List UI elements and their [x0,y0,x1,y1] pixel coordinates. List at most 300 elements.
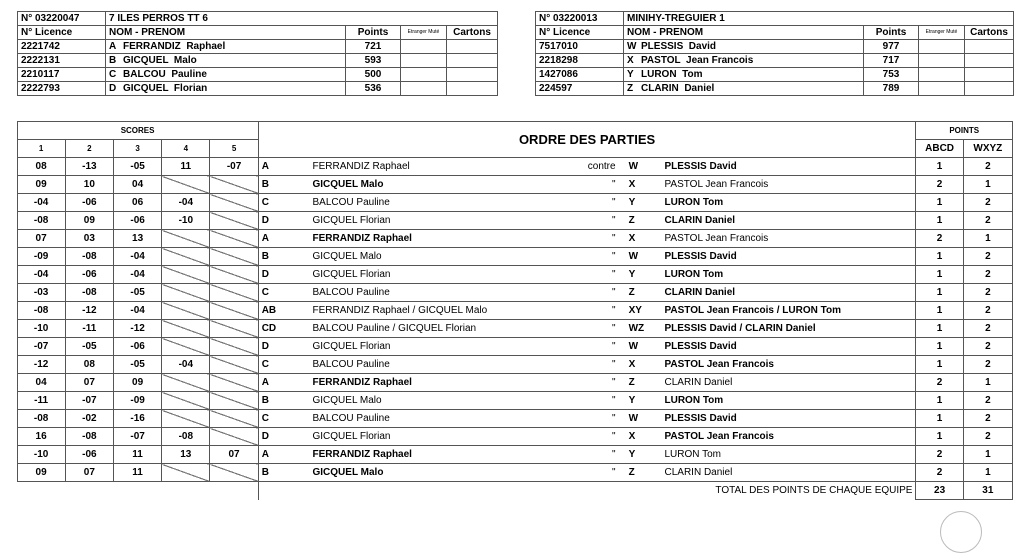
wxyz-header: WXYZ [963,140,1012,158]
player-b-letter: X [626,176,662,194]
player-a-letter: A [258,374,309,392]
versus-label: contre [543,158,625,176]
set-2-score: 03 [65,230,113,248]
player-b-name: PASTOL Jean Francois [661,356,916,374]
player-b-name: CLARIN Daniel [661,284,916,302]
points-abcd: 1 [916,302,963,320]
set-5-score [210,428,258,446]
player-a-name: BALCOU Pauline [310,410,544,428]
player-b-name: PASTOL Jean Francois / LURON Tom [661,302,916,320]
versus-label: " [543,338,625,356]
player-a-name: BALCOU Pauline [310,284,544,302]
set-2-score: -08 [65,284,113,302]
player-row [18,68,498,82]
set-2-score: 08 [65,356,113,374]
player-letter: Z [627,83,634,94]
points-wxyz: 2 [963,338,1012,356]
set-3-score: 11 [113,446,161,464]
set-2-score: 07 [65,374,113,392]
versus-label: " [543,176,625,194]
player-licence: 1427086 [536,68,624,82]
nom-prenom-header: NOM - PRENOM [106,26,346,40]
game-row [17,230,1013,248]
player-b-name: CLARIN Daniel [661,212,916,230]
player-letter: C [109,69,117,80]
game-row [17,212,1013,230]
player-licence: 2222793 [18,82,106,96]
set-1-score: -07 [17,338,65,356]
player-a-name: GICQUEL Florian [310,212,544,230]
points-abcd: 2 [916,464,963,482]
player-licence: 224597 [536,82,624,96]
set-2-score: -06 [65,194,113,212]
player-b-name: PASTOL Jean Francois [661,230,916,248]
player-b-letter: Y [626,266,662,284]
player-name: BALCOU Pauline [123,69,207,80]
player-b-name: PLESSIS David [661,248,916,266]
points-abcd: 2 [916,446,963,464]
set-5-score [210,212,258,230]
set-5-score: 07 [210,446,258,464]
player-b-name: PASTOL Jean Francois [661,176,916,194]
set-5-score [210,266,258,284]
set-5-header: 5 [210,140,258,158]
set-2-score: -05 [65,338,113,356]
set-3-score: 11 [113,464,161,482]
player-a-letter: D [258,266,309,284]
game-row [17,356,1013,374]
licence-header: N° Licence [18,26,106,40]
game-row [17,338,1013,356]
set-1-score: -04 [17,194,65,212]
player-name-cell [106,68,346,82]
player-etranger [919,40,965,54]
player-b-name: PLESSIS David [661,158,916,176]
player-b-name: CLARIN Daniel [661,464,916,482]
player-a-letter: D [258,212,309,230]
set-4-score: -08 [162,428,210,446]
versus-label: " [543,374,625,392]
set-5-score [210,302,258,320]
set-1-score: -12 [17,356,65,374]
set-2-score: -08 [65,428,113,446]
points-wxyz: 1 [963,446,1012,464]
set-4-score: -10 [162,212,210,230]
abcd-header: ABCD [916,140,963,158]
set-3-score: -09 [113,392,161,410]
set-2-score: 07 [65,464,113,482]
set-1-score: -09 [17,248,65,266]
versus-label: " [543,464,625,482]
player-name: PLESSIS David [641,41,717,52]
player-b-letter: W [626,338,662,356]
player-b-name: PASTOL Jean Francois [661,428,916,446]
set-1-score: -08 [17,302,65,320]
points-wxyz: 1 [963,374,1012,392]
total-spacer [17,482,258,500]
set-3-header: 3 [113,140,161,158]
set-4-score [162,392,210,410]
player-a-letter: A [258,230,309,248]
player-etranger [401,40,447,54]
total-label: TOTAL DES POINTS DE CHAQUE EQUIPE [258,482,916,500]
set-3-score: 09 [113,374,161,392]
player-points: 500 [346,68,401,82]
versus-label: " [543,248,625,266]
player-cartons [447,82,498,96]
player-etranger [401,68,447,82]
player-b-name: PLESSIS David / CLARIN Daniel [661,320,916,338]
player-a-letter: D [258,428,309,446]
total-wxyz: 31 [963,482,1012,500]
player-name: GICQUEL Florian [123,83,208,94]
set-1-score: 09 [17,176,65,194]
player-etranger [919,68,965,82]
set-1-score: -03 [17,284,65,302]
player-points: 717 [864,54,919,68]
player-name: PASTOL Jean Francois [641,55,754,66]
player-points: 721 [346,40,401,54]
player-a-name: BALCOU Pauline [310,194,544,212]
set-1-score: 08 [17,158,65,176]
cartons-header: Cartons [965,26,1014,40]
player-etranger [401,82,447,96]
player-b-name: LURON Tom [661,266,916,284]
set-4-score: 13 [162,446,210,464]
player-b-letter: Y [626,446,662,464]
player-a-name: GICQUEL Malo [310,392,544,410]
set-3-score: 06 [113,194,161,212]
player-letter: Y [627,69,634,80]
player-cartons [965,54,1014,68]
game-row [17,410,1013,428]
player-points: 789 [864,82,919,96]
player-row [536,40,1014,54]
points-abcd: 1 [916,338,963,356]
points-abcd: 1 [916,284,963,302]
player-b-letter: Z [626,212,662,230]
licence-header: N° Licence [536,26,624,40]
set-4-score [162,266,210,284]
player-a-name: GICQUEL Florian [310,266,544,284]
player-licence: 2210117 [18,68,106,82]
points-wxyz: 1 [963,176,1012,194]
versus-label: " [543,230,625,248]
player-etranger [919,54,965,68]
etranger-mute-header: Etranger Muté [401,26,447,40]
player-b-letter: Z [626,464,662,482]
points-abcd: 2 [916,230,963,248]
game-row [17,194,1013,212]
player-b-letter: X [626,230,662,248]
versus-label: " [543,410,625,428]
points-abcd: 1 [916,428,963,446]
player-name-cell [106,82,346,96]
player-b-letter: Z [626,284,662,302]
points-wxyz: 2 [963,320,1012,338]
set-4-score: -04 [162,356,210,374]
player-licence: 2221742 [18,40,106,54]
set-4-score [162,302,210,320]
points-abcd: 1 [916,194,963,212]
total-abcd: 23 [916,482,963,500]
versus-label: " [543,356,625,374]
set-1-score: 04 [17,374,65,392]
player-etranger [919,82,965,96]
player-letter: A [109,41,117,52]
player-a-name: FERRANDIZ Raphael [310,158,544,176]
player-a-name: FERRANDIZ Raphael [310,230,544,248]
player-b-letter: W [626,410,662,428]
player-name-cell [624,68,864,82]
set-4-score [162,284,210,302]
set-1-score: -10 [17,446,65,464]
set-3-score: -04 [113,302,161,320]
player-a-letter: A [258,446,309,464]
player-cartons [965,68,1014,82]
set-2-score: -02 [65,410,113,428]
player-b-letter: X [626,356,662,374]
player-letter: D [109,83,117,94]
game-row [17,158,1013,176]
set-1-score: 07 [17,230,65,248]
player-points: 593 [346,54,401,68]
player-a-letter: AB [258,302,309,320]
set-4-score: -04 [162,194,210,212]
player-b-name: PLESSIS David [661,410,916,428]
set-4-score [162,374,210,392]
team-a-roster [17,11,498,96]
points-header: POINTS [916,122,1013,140]
player-name-cell [624,40,864,54]
player-cartons [965,40,1014,54]
points-abcd: 1 [916,356,963,374]
player-b-letter: W [626,248,662,266]
set-5-score [210,464,258,482]
set-3-score: -04 [113,248,161,266]
set-1-score: 09 [17,464,65,482]
player-row [18,54,498,68]
game-row [17,392,1013,410]
points-abcd: 2 [916,374,963,392]
player-cartons [447,40,498,54]
set-2-header: 2 [65,140,113,158]
game-row [17,248,1013,266]
player-b-name: PLESSIS David [661,338,916,356]
player-b-name: LURON Tom [661,446,916,464]
player-b-letter: Y [626,392,662,410]
set-4-score [162,230,210,248]
set-1-score: -04 [17,266,65,284]
set-1-header: 1 [17,140,65,158]
games-table [17,121,1013,500]
etranger-mute-header: Etranger Muté [919,26,965,40]
points-abcd: 1 [916,266,963,284]
player-a-name: FERRANDIZ Raphael [310,446,544,464]
set-1-score: -11 [17,392,65,410]
team-number: N° 03220047 [18,12,106,26]
game-row [17,428,1013,446]
game-row [17,446,1013,464]
points-abcd: 1 [916,158,963,176]
player-name: GICQUEL Malo [123,55,197,66]
player-etranger [401,54,447,68]
set-3-score: -16 [113,410,161,428]
player-b-letter: XY [626,302,662,320]
player-b-letter: WZ [626,320,662,338]
set-3-score: -04 [113,266,161,284]
player-a-letter: C [258,356,309,374]
game-row [17,284,1013,302]
nom-prenom-header: NOM - PRENOM [624,26,864,40]
points-abcd: 1 [916,320,963,338]
set-5-score [210,194,258,212]
set-1-score: 16 [17,428,65,446]
points-wxyz: 1 [963,464,1012,482]
set-2-score: -07 [65,392,113,410]
player-row [536,68,1014,82]
versus-label: " [543,446,625,464]
player-b-name: LURON Tom [661,194,916,212]
player-a-letter: B [258,248,309,266]
set-3-score: -05 [113,284,161,302]
points-wxyz: 1 [963,230,1012,248]
set-3-score: -05 [113,356,161,374]
player-a-name: FERRANDIZ Raphael [310,374,544,392]
points-wxyz: 2 [963,284,1012,302]
points-abcd: 1 [916,212,963,230]
player-points: 977 [864,40,919,54]
versus-label: " [543,212,625,230]
versus-label: " [543,266,625,284]
player-a-letter: D [258,338,309,356]
player-a-name: GICQUEL Florian [310,338,544,356]
points-wxyz: 2 [963,356,1012,374]
set-5-score [210,356,258,374]
scores-header: SCORES [17,122,258,140]
versus-label: " [543,428,625,446]
game-row [17,302,1013,320]
set-4-score [162,464,210,482]
points-header: Points [864,26,919,40]
player-a-name: GICQUEL Florian [310,428,544,446]
set-1-score: -10 [17,320,65,338]
set-3-score: 13 [113,230,161,248]
set-3-score: -07 [113,428,161,446]
player-a-letter: B [258,464,309,482]
set-5-score [210,284,258,302]
team-name: 7 ILES PERROS TT 6 [106,12,498,26]
player-cartons [447,68,498,82]
team-name: MINIHY-TREGUIER 1 [624,12,1014,26]
player-a-letter: C [258,194,309,212]
player-a-letter: A [258,158,309,176]
set-3-score: -12 [113,320,161,338]
set-2-score: -11 [65,320,113,338]
versus-label: " [543,392,625,410]
points-wxyz: 2 [963,266,1012,284]
points-wxyz: 2 [963,428,1012,446]
player-points: 753 [864,68,919,82]
versus-label: " [543,284,625,302]
player-b-letter: W [626,158,662,176]
points-wxyz: 2 [963,410,1012,428]
set-4-header: 4 [162,140,210,158]
cartons-header: Cartons [447,26,498,40]
set-5-score [210,248,258,266]
set-3-score: 04 [113,176,161,194]
player-name-cell [624,82,864,96]
team-b-roster [535,11,1014,96]
set-4-score [162,320,210,338]
set-4-score: 11 [162,158,210,176]
total-row [17,482,1013,500]
set-2-score: -06 [65,446,113,464]
player-licence: 2222131 [18,54,106,68]
points-abcd: 1 [916,392,963,410]
player-a-letter: C [258,284,309,302]
set-1-score: -08 [17,410,65,428]
player-name: FERRANDIZ Raphael [123,41,226,52]
player-row [18,82,498,96]
player-a-letter: B [258,176,309,194]
player-b-letter: Z [626,374,662,392]
set-2-score: -13 [65,158,113,176]
points-abcd: 1 [916,410,963,428]
ordre-des-parties-header: ORDRE DES PARTIES [258,122,916,158]
game-row [17,374,1013,392]
stamp-circle [940,511,982,553]
player-a-letter: C [258,410,309,428]
set-5-score [210,374,258,392]
player-row [536,82,1014,96]
player-letter: X [627,55,634,66]
points-wxyz: 2 [963,212,1012,230]
set-2-score: 09 [65,212,113,230]
player-name-cell [624,54,864,68]
set-5-score [210,176,258,194]
player-name: LURON Tom [641,69,703,80]
player-b-name: LURON Tom [661,392,916,410]
player-a-name: GICQUEL Malo [310,248,544,266]
set-4-score [162,410,210,428]
set-2-score: -06 [65,266,113,284]
player-licence: 7517010 [536,40,624,54]
player-a-letter: CD [258,320,309,338]
game-row [17,266,1013,284]
player-a-name: BALCOU Pauline [310,356,544,374]
points-wxyz: 2 [963,158,1012,176]
player-row [536,54,1014,68]
player-b-name: CLARIN Daniel [661,374,916,392]
player-letter: B [109,55,117,66]
set-4-score [162,248,210,266]
player-name-cell [106,40,346,54]
player-a-name: FERRANDIZ Raphael / GICQUEL Malo [310,302,544,320]
set-5-score [210,338,258,356]
set-3-score: -05 [113,158,161,176]
points-abcd: 1 [916,248,963,266]
player-a-name: BALCOU Pauline / GICQUEL Florian [310,320,544,338]
points-wxyz: 2 [963,302,1012,320]
player-points: 536 [346,82,401,96]
points-wxyz: 2 [963,392,1012,410]
set-5-score [210,230,258,248]
set-2-score: 10 [65,176,113,194]
set-3-score: -06 [113,338,161,356]
set-5-score [210,410,258,428]
game-row [17,176,1013,194]
